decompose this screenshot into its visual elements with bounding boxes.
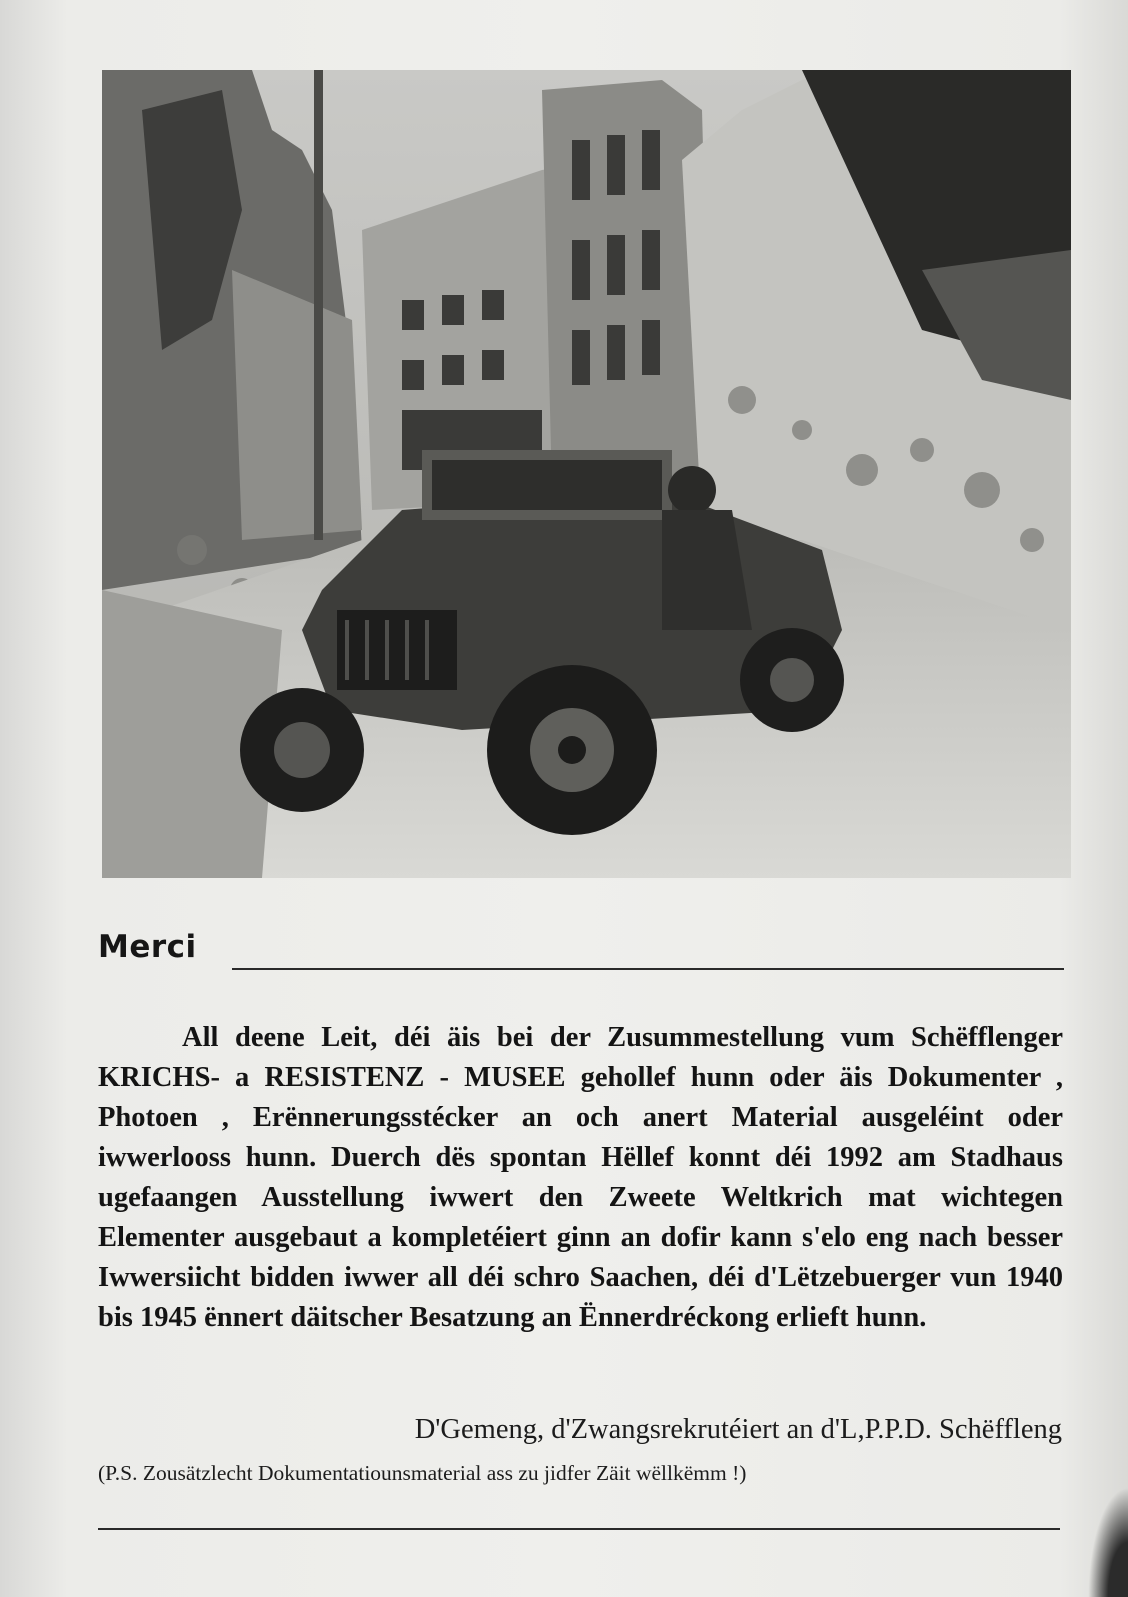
page-corner-shadow <box>1088 1487 1128 1597</box>
jeep-ruins-photo-illustration <box>102 70 1071 878</box>
heading-underline-rule <box>232 968 1064 970</box>
section-heading: Merci <box>98 929 197 965</box>
signature-line: D'Gemeng, d'Zwangsrekrutéiert an d'L,P.P.D. Schëffleng <box>414 1414 1062 1445</box>
body-paragraph <box>98 1018 1063 1338</box>
historical-photograph <box>102 70 1071 878</box>
heading-row <box>98 925 1064 973</box>
paragraph-text: All deene Leit, déi äis bei der Zusummestellung vum Schëfflenger KRICHS- a RESISTENZ - MUSEE gehollef hunn oder äis Dokumenter , Photoen , Erënnerungsstécker an och anert Material ausgeléint oder iwwerlooss hunn. Duerch dës spontan Hëllef konnt déi 1992 am Stadhaus ugefaangen Ausstellung iwwert den Zweete Weltkrich mat wichtegen Elementer ausgebaut a kompletéiert ginn an dofir kann s'elo eng nach besser Iwwersiicht bidden iwwer all déi schro Saachen, déi d'Lëtzebuerger vun 1940 bis 1945 ënnert däitscher Besatzung an Ënnerdréckong erlieft hunn. <box>98 1022 1063 1333</box>
postscript-note: (P.S. Zousätzlecht Dokumentatiounsmaterial ass zu jidfer Zäit wëllkëmm !) <box>98 1461 747 1485</box>
bottom-rule <box>98 1528 1060 1530</box>
